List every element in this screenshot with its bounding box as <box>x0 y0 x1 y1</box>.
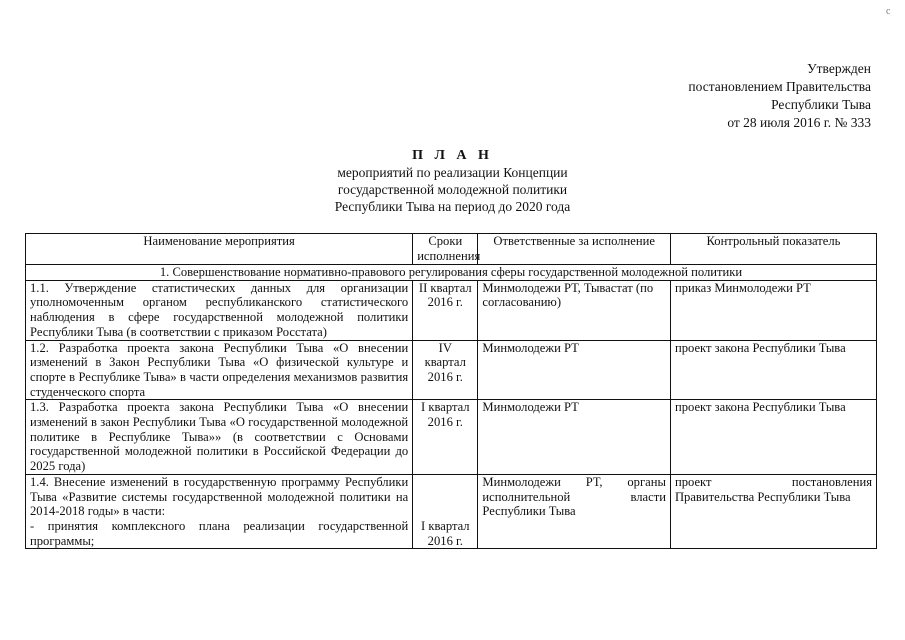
row-indicator: проект закона Республики Тыва <box>670 340 876 400</box>
approval-line-3: Республики Тыва <box>771 97 871 112</box>
row-name-text: 1.4. Внесение изменений в государственную программу Республики Тыва «Развитие системы государственной молодежной политики на 2014-2018 годы» в части: <box>30 474 409 519</box>
row-indicator: проект закона Республики Тыва <box>670 400 876 475</box>
header-indicator: Контрольный показатель <box>670 234 876 265</box>
header-term: Сроки исполнения <box>413 234 478 265</box>
approval-line-2: постановлением Правительства <box>688 79 871 94</box>
header-name: Наименование мероприятия <box>26 234 413 265</box>
table-header-row <box>26 234 877 265</box>
header-responsible: Ответственные за исполнение <box>478 234 671 265</box>
approval-block <box>688 60 871 132</box>
row-name: 1.2. Разработка проекта закона Республики Тыва «О внесении изменений в Закон Республики Тыва «О физической культуре и спорте в Республике Тыва» в части определения механизмов развития студенческого спорта <box>26 340 413 400</box>
row-responsible: Минмолодежи РТ <box>478 400 671 475</box>
row-term: IV квартал 2016 г. <box>413 340 478 400</box>
row-term: I квартал 2016 г. <box>413 474 478 549</box>
table-row <box>26 400 877 475</box>
table-row <box>26 474 877 549</box>
row-responsible: Минмолодежи РТ, органы исполнительной власти Республики Тыва <box>478 474 671 549</box>
plan-table <box>25 233 877 549</box>
table-row <box>26 280 877 340</box>
section-title: 1. Совершенствование нормативно-правового регулирования сферы государственной молодежной политики <box>26 265 877 281</box>
approval-line-4: от 28 июля 2016 г. № 333 <box>727 115 871 130</box>
section-row <box>26 265 877 281</box>
corner-mark: с <box>886 6 891 17</box>
document-title <box>0 147 905 215</box>
title-line-2: государственной молодежной политики <box>337 182 568 197</box>
title-head: П Л А Н <box>412 148 493 163</box>
row-name-subitem: - принятия комплексного плана реализации государственной программы; <box>30 518 409 548</box>
table-row <box>26 340 877 400</box>
title-line-1: мероприятий по реализации Концепции <box>337 165 568 180</box>
row-responsible: Минмолодежи РТ, Тывастат (по согласованию) <box>478 280 671 340</box>
row-name: 1.1. Утверждение статистических данных для организации уполномоченным органом республиканского статистического наблюдения в сфере государственной молодежной политики Республики Тыва (в соответствии с приказом Росстата) <box>26 280 413 340</box>
approval-line-1: Утвержден <box>807 61 871 76</box>
row-indicator: проект постановления Правительства Республики Тыва <box>670 474 876 549</box>
row-term: II квартал 2016 г. <box>413 280 478 340</box>
row-name <box>26 474 413 549</box>
title-line-3: Республики Тыва на период до 2020 года <box>334 199 571 214</box>
row-term: I квартал 2016 г. <box>413 400 478 475</box>
row-indicator: приказ Минмолодежи РТ <box>670 280 876 340</box>
row-responsible: Минмолодежи РТ <box>478 340 671 400</box>
row-name: 1.3. Разработка проекта закона Республики Тыва «О внесении изменений в закон Республики Тыва «О государственной молодежной политике в Республике Тыва»» (в соответствии с Основами государственной молодежной политики в Российской Федерации до 2025 года) <box>26 400 413 475</box>
